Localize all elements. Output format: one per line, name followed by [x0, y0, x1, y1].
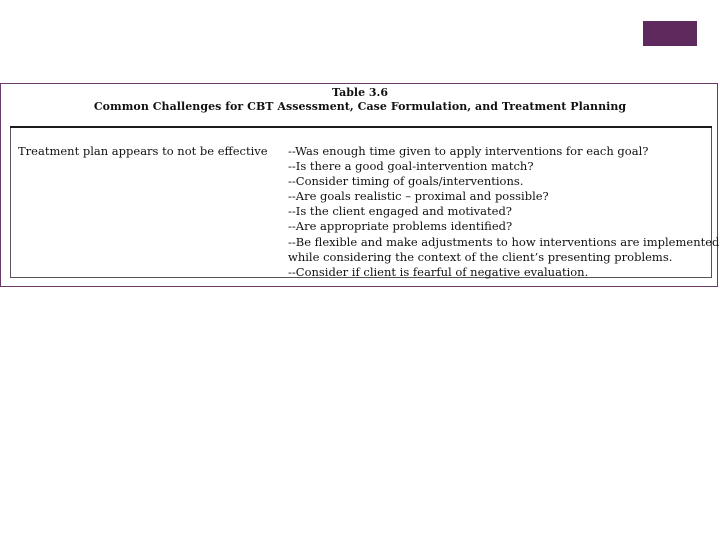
- table-subtitle: Common Challenges for CBT Assessment, Case Formulation, and Treatment Planning: [93, 100, 627, 113]
- response-line: --Is there a good goal-intervention match?: [288, 159, 534, 174]
- challenge-cell: Treatment plan appears to not be effective: [18, 144, 268, 158]
- response-line: --Was enough time given to apply interventions for each goal?: [288, 144, 649, 158]
- response-line: --Is the client engaged and motivated?: [288, 204, 512, 219]
- response-line: --Are appropriate problems identified?: [288, 219, 513, 234]
- response-line: --Consider if client is fearful of negative evaluation.: [288, 264, 589, 279]
- corner-accent-tab: [643, 21, 697, 46]
- response-line: --Are goals realistic – proximal and possible?: [288, 189, 549, 204]
- responses-cell: [288, 144, 718, 280]
- response-line: --Be flexible and make adjustments to how interventions are implemented: [288, 234, 720, 249]
- response-line: --Consider timing of goals/interventions.: [288, 174, 524, 189]
- table-title: Table 3.6: [331, 86, 389, 99]
- response-line: while considering the context of the client’s presenting problems.: [288, 249, 673, 264]
